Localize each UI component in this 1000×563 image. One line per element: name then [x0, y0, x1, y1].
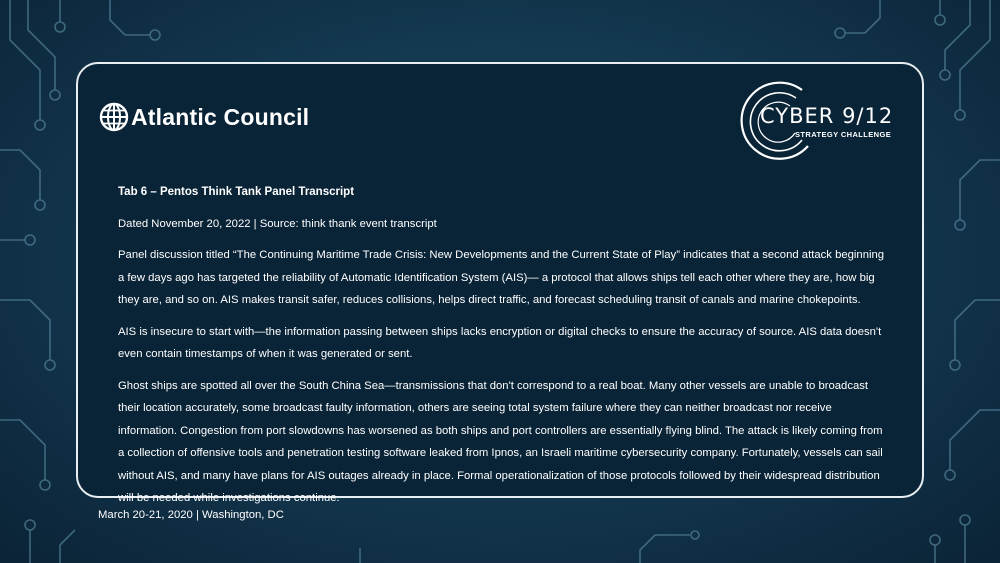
event-footer: March 20-21, 2020 | Washington, DC [98, 509, 284, 521]
transcript-content [118, 181, 890, 519]
paragraph-3: Ghost ships are spotted all over the South China Sea—transmissions that don't correspond to a real boat. Many other vessels are unable to broadcast their location accurately, some broadcast faulty information, others are seeing total system failure where they can neither broadcast nor receive information. Congestion from port slowdowns has worsened as both ships and port controllers are essentially flying blind. The attack is likely coming from a collection of offensive tools and penetration testing software leaked from Ipnos, an Israeli maritime cybersecurity company. Fortunately, vessels can sail without AIS, and many have plans for AIS outages already in place. Formal operationalization of those protocols followed by their widespread distribution will be needed while investigations continue. [118, 379, 883, 504]
tab-title: Tab 6 – Pentos Think Tank Panel Transcript [118, 186, 355, 198]
atlantic-council-logo [99, 100, 309, 134]
paragraph-1: Panel discussion titled “The Continuing Maritime Trade Crisis: New Developments and the Current State of Play” indicates that a second attack beginning a few days ago has targeted the reliability of Automatic Identification System (AIS)— a protocol that allows ships tell each other where they are, how big they are, and so on. AIS makes transit safer, reduces collisions, helps direct traffic, and forecast scheduling transit of canals and marine chokepoints. [118, 249, 885, 306]
cyber-912-logo [738, 80, 898, 164]
globe-icon [99, 102, 129, 132]
org-name: Atlantic Council [131, 103, 310, 130]
cyber-912-title: CYBER 9/12 [760, 104, 894, 128]
dated-line: Dated November 20, 2022 | Source: think thank event transcript [118, 217, 437, 230]
strategy-challenge-subtitle: STRATEGY CHALLENGE [795, 130, 892, 139]
paragraph-2: AIS is insecure to start with—the information passing between ships lacks encryption or digital checks to ensure the accuracy of source. AIS data doesn't even contain timestamps of when it was generated or sent. [118, 325, 882, 360]
